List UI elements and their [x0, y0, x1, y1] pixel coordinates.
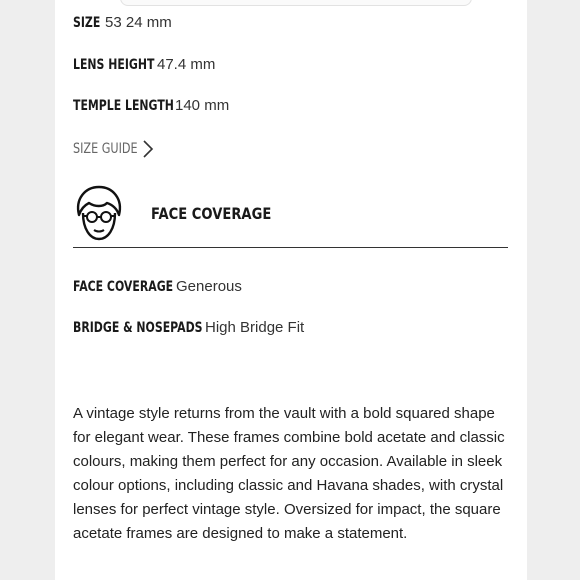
spec-value: 53 24 mm: [105, 14, 172, 31]
spec-label: FACE COVERAGE: [73, 279, 174, 295]
spec-value: Generous: [176, 278, 242, 295]
spec-value: High Bridge Fit: [205, 319, 305, 336]
spec-value: 140 mm: [175, 97, 230, 114]
spec-label: TEMPLE LENGTH: [73, 98, 174, 114]
spec-row-face-coverage: [73, 278, 242, 298]
spec-row-size: [73, 14, 172, 34]
option-pill[interactable]: [120, 0, 472, 6]
spec-label: LENS HEIGHT: [73, 57, 155, 73]
section-title: FACE COVERAGE: [151, 204, 272, 223]
spec-label: BRIDGE & NOSEPADS: [73, 320, 203, 336]
section-divider: [73, 247, 508, 248]
chevron-right-icon: [141, 139, 155, 159]
spec-row-bridge-nosepads: [73, 319, 304, 339]
spec-value: 47.4 mm: [157, 56, 216, 73]
product-description: A vintage style returns from the vault with a bold squared shape for elegant wear. These frames combine bold acetate and classic colours, making them perfect for any occasion. Available in sleek colour options, including classic and Havana shades, with crystal lenses for perfect vintage style. Oversized for impact, the square acetate frames are designed to make a statement.: [73, 405, 505, 542]
size-guide-label: SIZE GUIDE: [73, 141, 138, 157]
spec-row-temple-length: [73, 97, 229, 117]
spec-row-lens-height: [73, 56, 215, 76]
spec-label: SIZE: [73, 15, 101, 31]
face-with-glasses-icon: [73, 185, 125, 241]
size-guide-link[interactable]: [73, 139, 155, 159]
